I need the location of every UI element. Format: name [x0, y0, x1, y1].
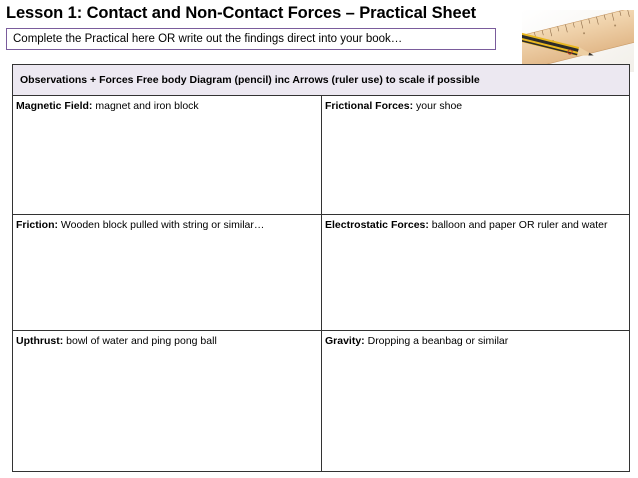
cell-text: Wooden block pulled with string or similar… [58, 219, 265, 231]
cell-label: Gravity: [325, 335, 365, 347]
upthrust-cell[interactable] [13, 331, 322, 471]
cell-text: bowl of water and ping pong ball [63, 335, 217, 347]
cell-label: Friction: [16, 219, 58, 231]
cell-label: Frictional Forces: [325, 100, 414, 112]
cell-text: magnet and iron block [92, 100, 199, 112]
magnetic-field-cell[interactable] [13, 96, 322, 215]
cell-text: your shoe [413, 100, 463, 112]
worksheet-table [12, 64, 630, 472]
worksheet-header: Observations + Forces Free body Diagram (pencil) inc Arrows (ruler use) to scale if possible [13, 65, 629, 96]
pencil-on-ruler-photo [522, 10, 634, 72]
gravity-cell[interactable] [322, 331, 629, 471]
frictional-forces-cell[interactable] [322, 96, 629, 215]
cell-label: Electrostatic Forces: [325, 219, 429, 231]
cell-text: balloon and paper OR ruler and water [428, 219, 608, 231]
cell-label: Magnetic Field: [16, 100, 93, 112]
cell-label: Upthrust: [16, 335, 64, 347]
page-title: Lesson 1: Contact and Non-Contact Forces – Practical Sheet [6, 4, 477, 22]
friction-cell[interactable] [13, 215, 322, 331]
instruction-box: Complete the Practical here OR write out the findings direct into your book… [6, 28, 496, 50]
cell-text: Dropping a beanbag or similar [364, 335, 509, 347]
electrostatic-forces-cell[interactable] [322, 215, 629, 331]
